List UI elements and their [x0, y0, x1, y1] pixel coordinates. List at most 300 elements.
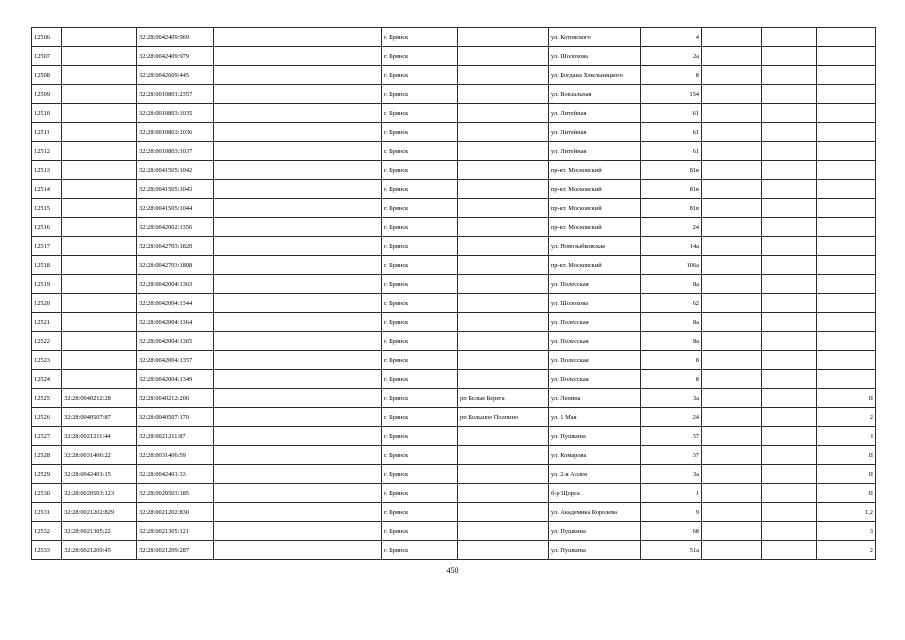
- land-cadastral-number-cell: [62, 161, 137, 180]
- extra-cell-3: [817, 28, 876, 47]
- settlement-cell: [458, 237, 549, 256]
- extra-cell-2: [762, 446, 817, 465]
- row-number-cell: 12516: [32, 218, 62, 237]
- cadastral-number-cell: 32:28:0042609:445: [137, 66, 214, 85]
- settlement-cell: [458, 522, 549, 541]
- cadastral-number-cell: 32:28:0020503:185: [137, 484, 214, 503]
- extra-cell-1: [702, 85, 762, 104]
- cadastral-number-cell: 32:28:0041505:1043: [137, 180, 214, 199]
- street-cell: ул. Полесская: [549, 351, 641, 370]
- cadastral-number-cell: 32:28:0042401:33: [137, 465, 214, 484]
- extra-cell-3: II: [817, 484, 876, 503]
- land-cadastral-number-cell: [62, 66, 137, 85]
- land-cadastral-number-cell: 32:28:0020503:123: [62, 484, 137, 503]
- city-cell: г. Брянск: [382, 370, 458, 389]
- row-number-cell: 12512: [32, 142, 62, 161]
- table-row: [32, 541, 876, 560]
- land-cadastral-number-cell: 32:28:0040507:87: [62, 408, 137, 427]
- street-cell: ул. Котовского: [549, 28, 641, 47]
- extra-cell-2: [762, 47, 817, 66]
- cadastral-number-cell: 32:28:0021209:287: [137, 541, 214, 560]
- row-number-cell: 12524: [32, 370, 62, 389]
- land-cadastral-number-cell: [62, 47, 137, 66]
- extra-cell-2: [762, 370, 817, 389]
- extra-cell-2: [762, 294, 817, 313]
- cadastral-number-cell: 32:28:0042409:979: [137, 47, 214, 66]
- city-cell: г. Брянск: [382, 180, 458, 199]
- name-cell: [214, 351, 382, 370]
- extra-cell-1: [702, 446, 762, 465]
- name-cell: [214, 218, 382, 237]
- settlement-cell: [458, 427, 549, 446]
- extra-cell-1: [702, 237, 762, 256]
- extra-cell-3: 2: [817, 541, 876, 560]
- extra-cell-3: [817, 199, 876, 218]
- row-number-cell: 12532: [32, 522, 62, 541]
- settlement-cell: [458, 180, 549, 199]
- table-row: [32, 446, 876, 465]
- cadastral-number-cell: 32:28:0040212:206: [137, 389, 214, 408]
- row-number-cell: 12531: [32, 503, 62, 522]
- settlement-cell: [458, 66, 549, 85]
- extra-cell-3: [817, 142, 876, 161]
- settlement-cell: [458, 484, 549, 503]
- land-cadastral-number-cell: [62, 180, 137, 199]
- settlement-cell: [458, 503, 549, 522]
- settlement-cell: рп Большое Полпино: [458, 408, 549, 427]
- city-cell: г. Брянск: [382, 408, 458, 427]
- street-cell: ул. Полесская: [549, 370, 641, 389]
- row-number-cell: 12519: [32, 275, 62, 294]
- name-cell: [214, 313, 382, 332]
- extra-cell-1: [702, 503, 762, 522]
- land-cadastral-number-cell: 32:28:0021202:829: [62, 503, 137, 522]
- street-cell: ул. Литейная: [549, 104, 641, 123]
- house-cell: 24: [641, 408, 702, 427]
- table-row: [32, 199, 876, 218]
- name-cell: [214, 427, 382, 446]
- house-cell: 8: [641, 66, 702, 85]
- page-number: 450: [446, 566, 459, 575]
- row-number-cell: 12522: [32, 332, 62, 351]
- extra-cell-3: 3: [817, 522, 876, 541]
- extra-cell-3: 1,2: [817, 503, 876, 522]
- land-cadastral-number-cell: [62, 104, 137, 123]
- street-cell: ул. Академика Королева: [549, 503, 641, 522]
- extra-cell-2: [762, 465, 817, 484]
- land-cadastral-number-cell: [62, 256, 137, 275]
- extra-cell-1: [702, 332, 762, 351]
- house-cell: 37: [641, 446, 702, 465]
- extra-cell-1: [702, 47, 762, 66]
- settlement-cell: [458, 370, 549, 389]
- cadastral-number-cell: 32:28:0010801:2357: [137, 85, 214, 104]
- settlement-cell: [458, 104, 549, 123]
- extra-cell-1: [702, 465, 762, 484]
- extra-cell-1: [702, 389, 762, 408]
- name-cell: [214, 465, 382, 484]
- name-cell: [214, 446, 382, 465]
- extra-cell-3: [817, 370, 876, 389]
- extra-cell-3: [817, 161, 876, 180]
- city-cell: г. Брянск: [382, 389, 458, 408]
- row-number-cell: 12527: [32, 427, 62, 446]
- street-cell: ул. Пушкина: [549, 541, 641, 560]
- land-cadastral-number-cell: [62, 332, 137, 351]
- extra-cell-2: [762, 313, 817, 332]
- row-number-cell: 12530: [32, 484, 62, 503]
- extra-cell-1: [702, 294, 762, 313]
- row-number-cell: 12520: [32, 294, 62, 313]
- house-cell: 14а: [641, 237, 702, 256]
- settlement-cell: [458, 465, 549, 484]
- land-cadastral-number-cell: 32:28:0040212:28: [62, 389, 137, 408]
- land-cadastral-number-cell: [62, 351, 137, 370]
- extra-cell-2: [762, 351, 817, 370]
- extra-cell-3: II: [817, 389, 876, 408]
- name-cell: [214, 389, 382, 408]
- extra-cell-3: [817, 275, 876, 294]
- extra-cell-2: [762, 28, 817, 47]
- street-cell: пр-кт. Московский: [549, 161, 641, 180]
- extra-cell-1: [702, 541, 762, 560]
- name-cell: [214, 161, 382, 180]
- city-cell: г. Брянск: [382, 85, 458, 104]
- name-cell: [214, 85, 382, 104]
- extra-cell-1: [702, 199, 762, 218]
- street-cell: ул. Шолохова: [549, 47, 641, 66]
- table-row: [32, 85, 876, 104]
- street-cell: пр-кт. Московский: [549, 218, 641, 237]
- cadastral-number-cell: 32:28:0042409:969: [137, 28, 214, 47]
- extra-cell-1: [702, 256, 762, 275]
- name-cell: [214, 256, 382, 275]
- table-row: [32, 275, 876, 294]
- city-cell: г. Брянск: [382, 237, 458, 256]
- extra-cell-3: [817, 85, 876, 104]
- row-number-cell: 12506: [32, 28, 62, 47]
- city-cell: г. Брянск: [382, 161, 458, 180]
- name-cell: [214, 199, 382, 218]
- cadastral-number-cell: 32:28:0042004:1357: [137, 351, 214, 370]
- land-cadastral-number-cell: 32:28:0042401:15: [62, 465, 137, 484]
- name-cell: [214, 180, 382, 199]
- street-cell: ул. Ленина: [549, 389, 641, 408]
- settlement-cell: [458, 142, 549, 161]
- name-cell: [214, 104, 382, 123]
- cadastral-number-cell: 32:28:0041505:1044: [137, 199, 214, 218]
- name-cell: [214, 541, 382, 560]
- table-row: [32, 427, 876, 446]
- extra-cell-2: [762, 199, 817, 218]
- city-cell: г. Брянск: [382, 332, 458, 351]
- street-cell: ул. Пушкина: [549, 427, 641, 446]
- extra-cell-3: [817, 218, 876, 237]
- land-cadastral-number-cell: [62, 218, 137, 237]
- name-cell: [214, 275, 382, 294]
- cadastral-number-cell: 32:28:0042004:1363: [137, 275, 214, 294]
- settlement-cell: [458, 47, 549, 66]
- city-cell: г. Брянск: [382, 522, 458, 541]
- settlement-cell: [458, 332, 549, 351]
- settlement-cell: [458, 85, 549, 104]
- row-number-cell: 12518: [32, 256, 62, 275]
- house-cell: 37: [641, 427, 702, 446]
- extra-cell-2: [762, 484, 817, 503]
- city-cell: г. Брянск: [382, 313, 458, 332]
- land-cadastral-number-cell: [62, 85, 137, 104]
- cadastral-number-cell: 32:28:0040507:170: [137, 408, 214, 427]
- house-cell: 62: [641, 294, 702, 313]
- settlement-cell: [458, 256, 549, 275]
- land-cadastral-number-cell: [62, 199, 137, 218]
- house-cell: 3а: [641, 465, 702, 484]
- extra-cell-1: [702, 408, 762, 427]
- cadastral-number-cell: 32:28:0010803:1035: [137, 104, 214, 123]
- row-number-cell: 12517: [32, 237, 62, 256]
- street-cell: ул. Новозыбковская: [549, 237, 641, 256]
- extra-cell-1: [702, 484, 762, 503]
- cadastral-number-cell: 32:28:0042002:1356: [137, 218, 214, 237]
- street-cell: ул. Литейная: [549, 123, 641, 142]
- land-cadastral-number-cell: [62, 142, 137, 161]
- cadastral-number-cell: 32:28:0021211:87: [137, 427, 214, 446]
- land-cadastral-number-cell: 32:28:0021209:45: [62, 541, 137, 560]
- extra-cell-1: [702, 275, 762, 294]
- extra-cell-2: [762, 161, 817, 180]
- extra-cell-3: [817, 256, 876, 275]
- extra-cell-3: [817, 313, 876, 332]
- table-row: [32, 47, 876, 66]
- table-row: [32, 237, 876, 256]
- extra-cell-2: [762, 66, 817, 85]
- name-cell: [214, 522, 382, 541]
- table-row: [32, 332, 876, 351]
- house-cell: 8а: [641, 275, 702, 294]
- land-cadastral-number-cell: [62, 237, 137, 256]
- land-cadastral-number-cell: [62, 294, 137, 313]
- row-number-cell: 12511: [32, 123, 62, 142]
- cadastral-number-cell: 32:28:0031406:59: [137, 446, 214, 465]
- street-cell: ул. Вокзальная: [549, 85, 641, 104]
- row-number-cell: 12513: [32, 161, 62, 180]
- house-cell: 2а: [641, 47, 702, 66]
- name-cell: [214, 142, 382, 161]
- city-cell: г. Брянск: [382, 427, 458, 446]
- table-row: [32, 66, 876, 85]
- extra-cell-2: [762, 142, 817, 161]
- extra-cell-3: 2: [817, 408, 876, 427]
- extra-cell-1: [702, 28, 762, 47]
- name-cell: [214, 294, 382, 313]
- table-row: [32, 408, 876, 427]
- city-cell: г. Брянск: [382, 123, 458, 142]
- cadastral-number-cell: 32:28:0042004:1344: [137, 294, 214, 313]
- name-cell: [214, 66, 382, 85]
- house-cell: 68: [641, 522, 702, 541]
- house-cell: 9: [641, 503, 702, 522]
- extra-cell-1: [702, 218, 762, 237]
- row-number-cell: 12510: [32, 104, 62, 123]
- table-row: [32, 465, 876, 484]
- street-cell: б-р Щорса: [549, 484, 641, 503]
- street-cell: ул. Литейная: [549, 142, 641, 161]
- name-cell: [214, 123, 382, 142]
- city-cell: г. Брянск: [382, 484, 458, 503]
- table-row: [32, 389, 876, 408]
- name-cell: [214, 370, 382, 389]
- house-cell: 81в: [641, 199, 702, 218]
- house-cell: 24: [641, 218, 702, 237]
- city-cell: г. Брянск: [382, 28, 458, 47]
- registry-sheet: [31, 27, 876, 560]
- row-number-cell: 12528: [32, 446, 62, 465]
- city-cell: г. Брянск: [382, 47, 458, 66]
- city-cell: г. Брянск: [382, 503, 458, 522]
- cadastral-number-cell: 32:28:0041505:1042: [137, 161, 214, 180]
- land-cadastral-number-cell: 32:28:0021211:44: [62, 427, 137, 446]
- settlement-cell: [458, 28, 549, 47]
- land-cadastral-number-cell: 32:28:0021305:22: [62, 522, 137, 541]
- extra-cell-3: [817, 237, 876, 256]
- street-cell: пр-кт. Московский: [549, 256, 641, 275]
- house-cell: 81в: [641, 161, 702, 180]
- row-number-cell: 12533: [32, 541, 62, 560]
- extra-cell-2: [762, 275, 817, 294]
- city-cell: г. Брянск: [382, 66, 458, 85]
- cadastral-number-cell: 32:28:0042004:1365: [137, 332, 214, 351]
- settlement-cell: [458, 199, 549, 218]
- extra-cell-3: II: [817, 446, 876, 465]
- house-cell: 4: [641, 28, 702, 47]
- street-cell: ул. Полесская: [549, 332, 641, 351]
- table-row: [32, 313, 876, 332]
- cadastral-number-cell: 32:28:0042703:1808: [137, 256, 214, 275]
- house-cell: 61: [641, 142, 702, 161]
- land-cadastral-number-cell: 32:28:0031406:22: [62, 446, 137, 465]
- street-cell: ул. 2-я Аллея: [549, 465, 641, 484]
- house-cell: 3а: [641, 389, 702, 408]
- city-cell: г. Брянск: [382, 541, 458, 560]
- table-row: [32, 104, 876, 123]
- city-cell: г. Брянск: [382, 142, 458, 161]
- extra-cell-2: [762, 427, 817, 446]
- extra-cell-2: [762, 104, 817, 123]
- extra-cell-1: [702, 427, 762, 446]
- extra-cell-1: [702, 123, 762, 142]
- row-number-cell: 12507: [32, 47, 62, 66]
- settlement-cell: рп Белые Берега: [458, 389, 549, 408]
- extra-cell-1: [702, 522, 762, 541]
- name-cell: [214, 28, 382, 47]
- city-cell: г. Брянск: [382, 275, 458, 294]
- land-cadastral-number-cell: [62, 275, 137, 294]
- house-cell: 81в: [641, 180, 702, 199]
- extra-cell-1: [702, 370, 762, 389]
- settlement-cell: [458, 313, 549, 332]
- row-number-cell: 12509: [32, 85, 62, 104]
- cadastral-number-cell: 32:28:0021202:830: [137, 503, 214, 522]
- cadastral-number-cell: 32:28:0010803:1037: [137, 142, 214, 161]
- extra-cell-2: [762, 85, 817, 104]
- table-row: [32, 28, 876, 47]
- street-cell: ул. Полесская: [549, 275, 641, 294]
- cadastral-number-cell: 32:28:0042004:1364: [137, 313, 214, 332]
- cadastral-number-cell: 32:28:0010803:1036: [137, 123, 214, 142]
- extra-cell-1: [702, 180, 762, 199]
- extra-cell-1: [702, 161, 762, 180]
- street-cell: ул. Полесская: [549, 313, 641, 332]
- name-cell: [214, 332, 382, 351]
- table-row: [32, 256, 876, 275]
- city-cell: г. Брянск: [382, 256, 458, 275]
- settlement-cell: [458, 218, 549, 237]
- house-cell: 51а: [641, 541, 702, 560]
- extra-cell-3: [817, 294, 876, 313]
- table-row: [32, 484, 876, 503]
- table-row: [32, 180, 876, 199]
- row-number-cell: 12515: [32, 199, 62, 218]
- registry-table: [31, 27, 876, 560]
- extra-cell-2: [762, 180, 817, 199]
- settlement-cell: [458, 275, 549, 294]
- street-cell: ул. Богдана Хмельницкого: [549, 66, 641, 85]
- registry-table-body: [32, 28, 876, 560]
- settlement-cell: [458, 446, 549, 465]
- city-cell: г. Брянск: [382, 104, 458, 123]
- table-row: [32, 351, 876, 370]
- settlement-cell: [458, 351, 549, 370]
- extra-cell-2: [762, 408, 817, 427]
- house-cell: 106а: [641, 256, 702, 275]
- cadastral-number-cell: 32:28:0042703:1820: [137, 237, 214, 256]
- city-cell: г. Брянск: [382, 199, 458, 218]
- row-number-cell: 12529: [32, 465, 62, 484]
- table-row: [32, 503, 876, 522]
- extra-cell-3: [817, 66, 876, 85]
- extra-cell-2: [762, 522, 817, 541]
- land-cadastral-number-cell: [62, 28, 137, 47]
- cadastral-number-cell: 32:28:0021305:121: [137, 522, 214, 541]
- name-cell: [214, 47, 382, 66]
- cadastral-number-cell: 32:28:0042004:1349: [137, 370, 214, 389]
- extra-cell-2: [762, 256, 817, 275]
- table-row: [32, 142, 876, 161]
- land-cadastral-number-cell: [62, 123, 137, 142]
- street-cell: пр-кт. Московский: [549, 199, 641, 218]
- house-cell: 61: [641, 104, 702, 123]
- extra-cell-1: [702, 313, 762, 332]
- extra-cell-2: [762, 541, 817, 560]
- extra-cell-3: [817, 332, 876, 351]
- city-cell: г. Брянск: [382, 465, 458, 484]
- street-cell: ул. 1 Мая: [549, 408, 641, 427]
- extra-cell-1: [702, 351, 762, 370]
- extra-cell-3: I: [817, 427, 876, 446]
- settlement-cell: [458, 541, 549, 560]
- extra-cell-3: [817, 180, 876, 199]
- house-cell: 154: [641, 85, 702, 104]
- row-number-cell: 12523: [32, 351, 62, 370]
- table-row: [32, 522, 876, 541]
- settlement-cell: [458, 123, 549, 142]
- extra-cell-1: [702, 104, 762, 123]
- street-cell: ул. Пушкина: [549, 522, 641, 541]
- house-cell: 61: [641, 123, 702, 142]
- house-cell: 1: [641, 484, 702, 503]
- settlement-cell: [458, 294, 549, 313]
- extra-cell-2: [762, 503, 817, 522]
